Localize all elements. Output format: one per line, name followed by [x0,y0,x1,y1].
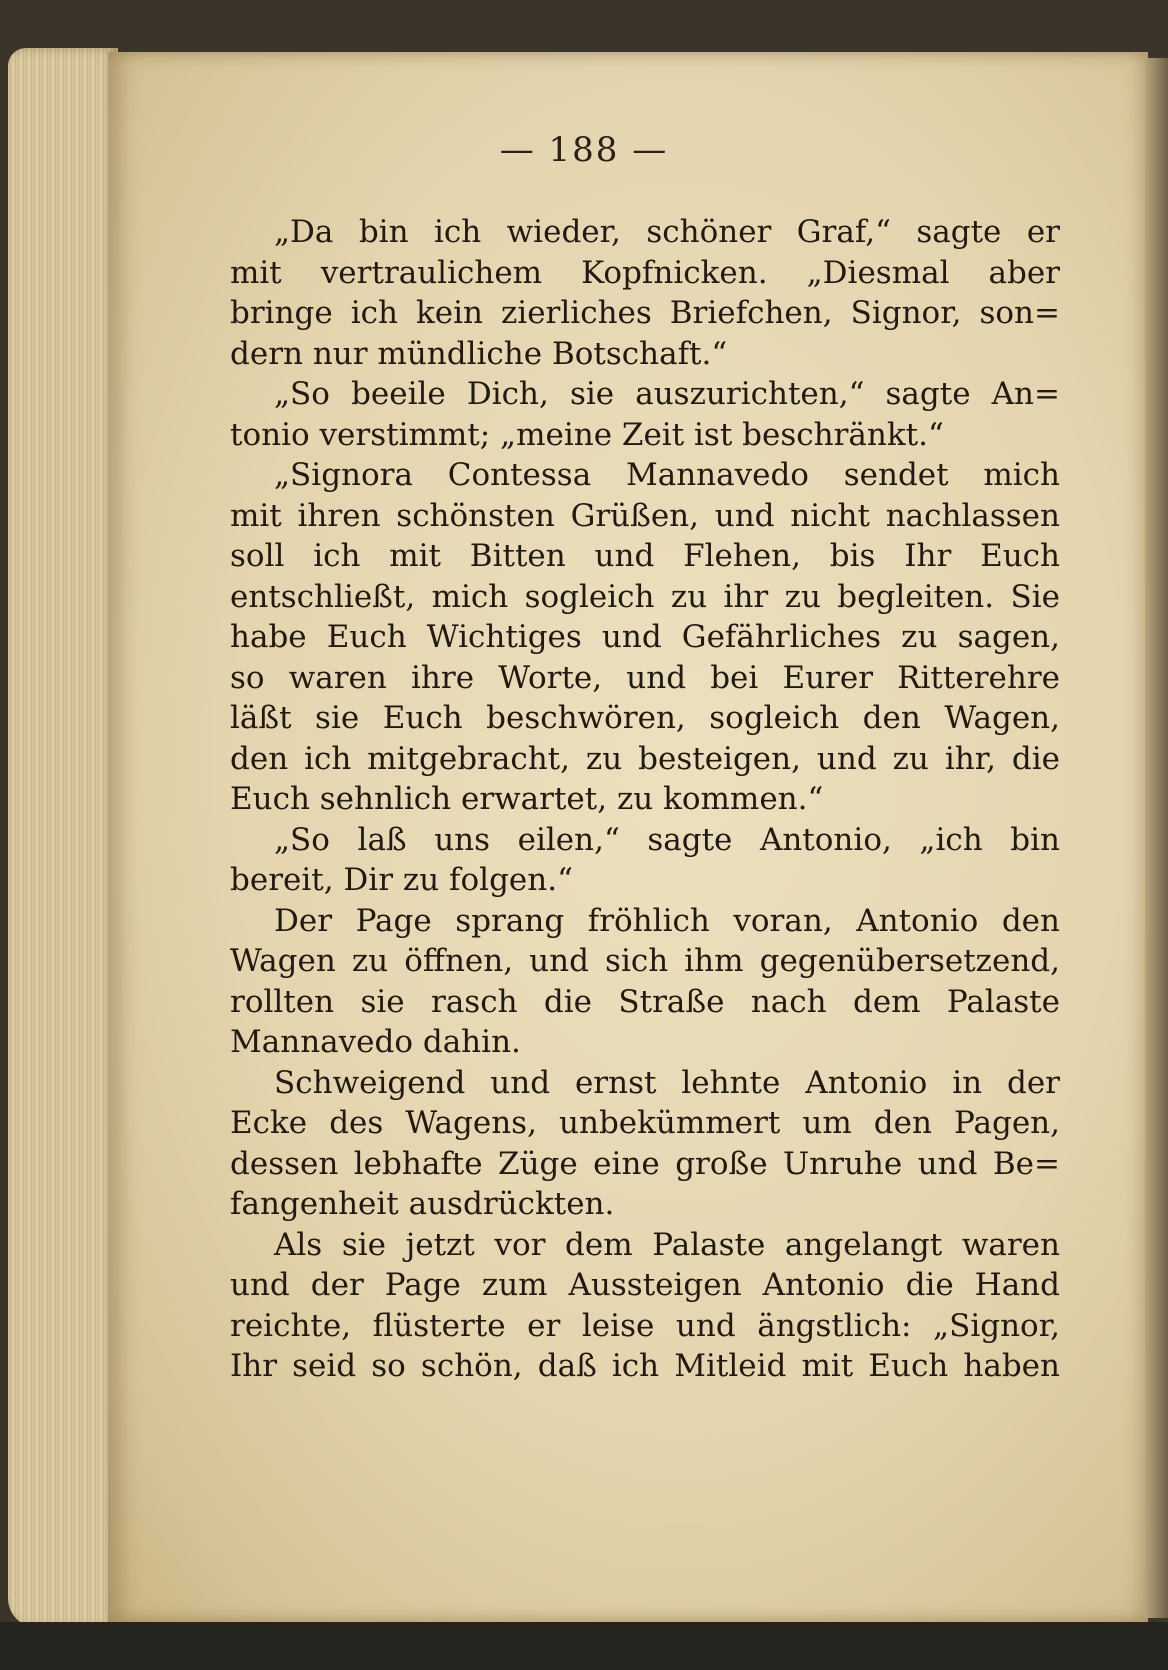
right-page-edge [1145,58,1168,1618]
text-line: mit ihren schönsten Grüßen, und nicht nachlassen [230,497,1060,534]
text-line: reichte, flüsterte er leise und ängstlich: „Signor, [230,1307,1060,1344]
text-line: Der Page sprang fröhlich voran, Antonio den [274,902,1060,939]
text-line: dern nur mündliche Botschaft.“ [230,335,728,372]
text-line: so waren ihre Worte, und bei Eurer Ritterehre [230,659,1060,696]
text-line: Als sie jetzt vor dem Palaste angelangt waren [274,1226,1060,1263]
text-line: und der Page zum Aussteigen Antonio die Hand [230,1267,1060,1303]
text-line: dessen lebhafte Züge eine große Unruhe und Be= [230,1145,1060,1182]
text-line: mit vertraulichem Kopfnicken. „Diesmal aber [230,254,1060,291]
body-text [230,212,1060,1387]
text-line: „So beeile Dich, sie auszurichten,“ sagte An= [274,376,1060,412]
text-line: fangenheit ausdrückten. [230,1186,615,1222]
text-line: läßt sie Euch beschwören, sogleich den Wagen, [230,700,1060,736]
text-line: Euch sehnlich erwartet, zu kommen.“ [230,781,824,817]
text-line: Ecke des Wagens, unbekümmert um den Pagen, [230,1105,1060,1141]
page-stack-edge [8,48,118,1628]
text-line: entschließt, mich sogleich zu ihr zu begleiten. Sie [230,578,1060,615]
text-line: „So laß uns eilen,“ sagte Antonio, „ich bin [274,821,1060,858]
text-line: Schweigend und ernst lehnte Antonio in der [274,1064,1060,1101]
bottom-shadow [0,1622,1168,1670]
text-line: Mannavedo dahin. [230,1024,521,1060]
text-line: bringe ich kein zierliches Briefchen, Signor, son= [230,295,1060,331]
text-line: rollten sie rasch die Straße nach dem Palaste [230,983,1060,1020]
text-line: soll ich mit Bitten und Flehen, bis Ihr Euch [230,538,1060,574]
text-line: den ich mitgebracht, zu besteigen, und zu ihr, die [230,740,1060,777]
text-line: „Da bin ich wieder, schöner Graf,“ sagte er [274,214,1060,250]
text-line: habe Euch Wichtiges und Gefährliches zu sagen, [230,619,1060,655]
text-line: tonio verstimmt; „meine Zeit ist beschränkt.“ [230,416,944,453]
text-line: Wagen zu öffnen, und sich ihm gegenübersetzend, [230,943,1060,979]
text-line: bereit, Dir zu folgen.“ [230,862,573,898]
text-line: „Signora Contessa Mannavedo sendet mich [274,457,1060,493]
page-number: — 188 — [499,130,669,170]
text-line: Ihr seid so schön, daß ich Mitleid mit Euch haben [230,1348,1060,1384]
